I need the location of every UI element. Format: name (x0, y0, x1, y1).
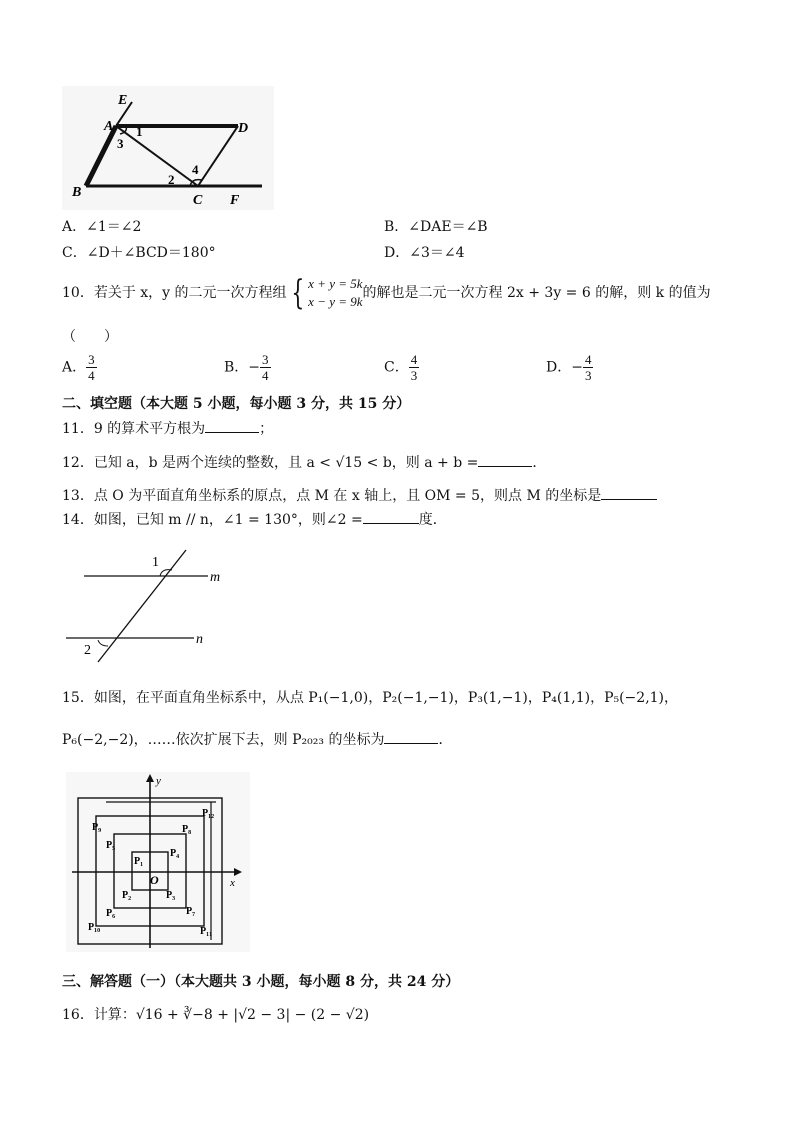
q13: 13．点 O 为平面直角坐标系的原点，点 M 在 x 轴上，且 OM = 5，则点 M 的坐标是 (62, 487, 657, 505)
svg-text:P₁: P₁ (134, 856, 144, 867)
label-F: F (230, 193, 240, 208)
q15-line1: 15．如图，在平面直角坐标系中，从点 P₁(−1,0)，P₂(−1,−1)，P₃(1,−1)，P₄(1,1)，P₅(−2,1)， (62, 690, 679, 706)
q16: 16．计算：√16 + ∛−8 + |√2 − 3| − (2 − √2) (62, 1007, 370, 1023)
q11: 11．9 的算术平方根为 ； (62, 421, 274, 437)
q10-eq1: x + y = 5k (308, 276, 363, 291)
line-n-label: n (196, 632, 203, 647)
q9-option-a: A．∠1＝∠2 (62, 219, 142, 235)
label-D: D (238, 121, 249, 136)
q10-eq2: x − y = 9k (308, 294, 363, 309)
svg-text:P₂: P₂ (122, 890, 132, 901)
label-1: 1 (136, 124, 143, 139)
q12: 12．已知 a，b 是两个连续的整数，且 a < √15 < b，则 a + b = ． (62, 455, 547, 471)
label-A: A (104, 119, 114, 134)
q15-line2: P₆(−2,−2)，……依次扩展下去，则 P₂₀₂₃ 的坐标为 ． (62, 732, 453, 748)
svg-text:P₁₀: P₁₀ (88, 922, 101, 933)
svg-text:P₃: P₃ (166, 890, 176, 901)
q9-option-d: D．∠3＝∠4 (384, 245, 465, 261)
q14: 14．如图，已知 m // n，∠1 = 130°，则∠2 = 度． (62, 512, 447, 528)
label-2: 2 (168, 172, 175, 187)
label-3: 3 (117, 136, 124, 151)
q9-option-c: C．∠D＋∠BCD＝180° (62, 245, 216, 261)
svg-text:P₁₁: P₁₁ (200, 926, 213, 937)
line-m-label: m (210, 570, 221, 585)
svg-text:P₆: P₆ (106, 908, 116, 919)
svg-text:P₁₂: P₁₂ (202, 808, 215, 819)
q10-option-d: D．− $\frac{4}{3}$ (546, 352, 592, 383)
axis-x-label: x (230, 877, 235, 889)
q14-figure (62, 548, 232, 666)
angle-1-label: 1 (152, 555, 159, 570)
section-3-heading: 三、解答题（一）（本大题共 3 小题，每小题 8 分，共 24 分） (62, 974, 460, 990)
svg-text:P₅: P₅ (106, 840, 116, 851)
q9-option-b: B．∠DAE＝∠B (384, 219, 488, 235)
svg-text:P₈: P₈ (182, 824, 192, 835)
q15-figure (66, 772, 250, 952)
q10-option-c: C． $\frac{4}{3}$ (384, 352, 418, 383)
label-C: C (193, 193, 203, 208)
q10-option-b: B．− $\frac{3}{4}$ (224, 352, 269, 383)
q9-figure (62, 86, 274, 210)
label-E: E (118, 93, 128, 108)
origin-label: O (150, 873, 159, 887)
svg-text:P₇: P₇ (186, 906, 196, 917)
svg-text:P₉: P₉ (92, 822, 102, 833)
svg-text:P₄: P₄ (170, 848, 180, 859)
q10-question: 10．若关于 x，y 的二元一次方程组 { x + y = 5k x − y = 9k 的解也是二元一次方程 2x + 3y = 6 的解，则 k 的值为 (62, 273, 711, 313)
label-B: B (72, 185, 82, 200)
label-4: 4 (192, 162, 199, 177)
section-2-heading: 二、填空题（本大题 5 小题，每小题 3 分，共 15 分） (62, 396, 411, 412)
angle-2-label: 2 (84, 643, 91, 658)
q10-paren: （ ） (62, 329, 118, 345)
axis-y-label: y (156, 775, 161, 787)
q10-option-a: A． $\frac{3}{4}$ (62, 352, 95, 383)
